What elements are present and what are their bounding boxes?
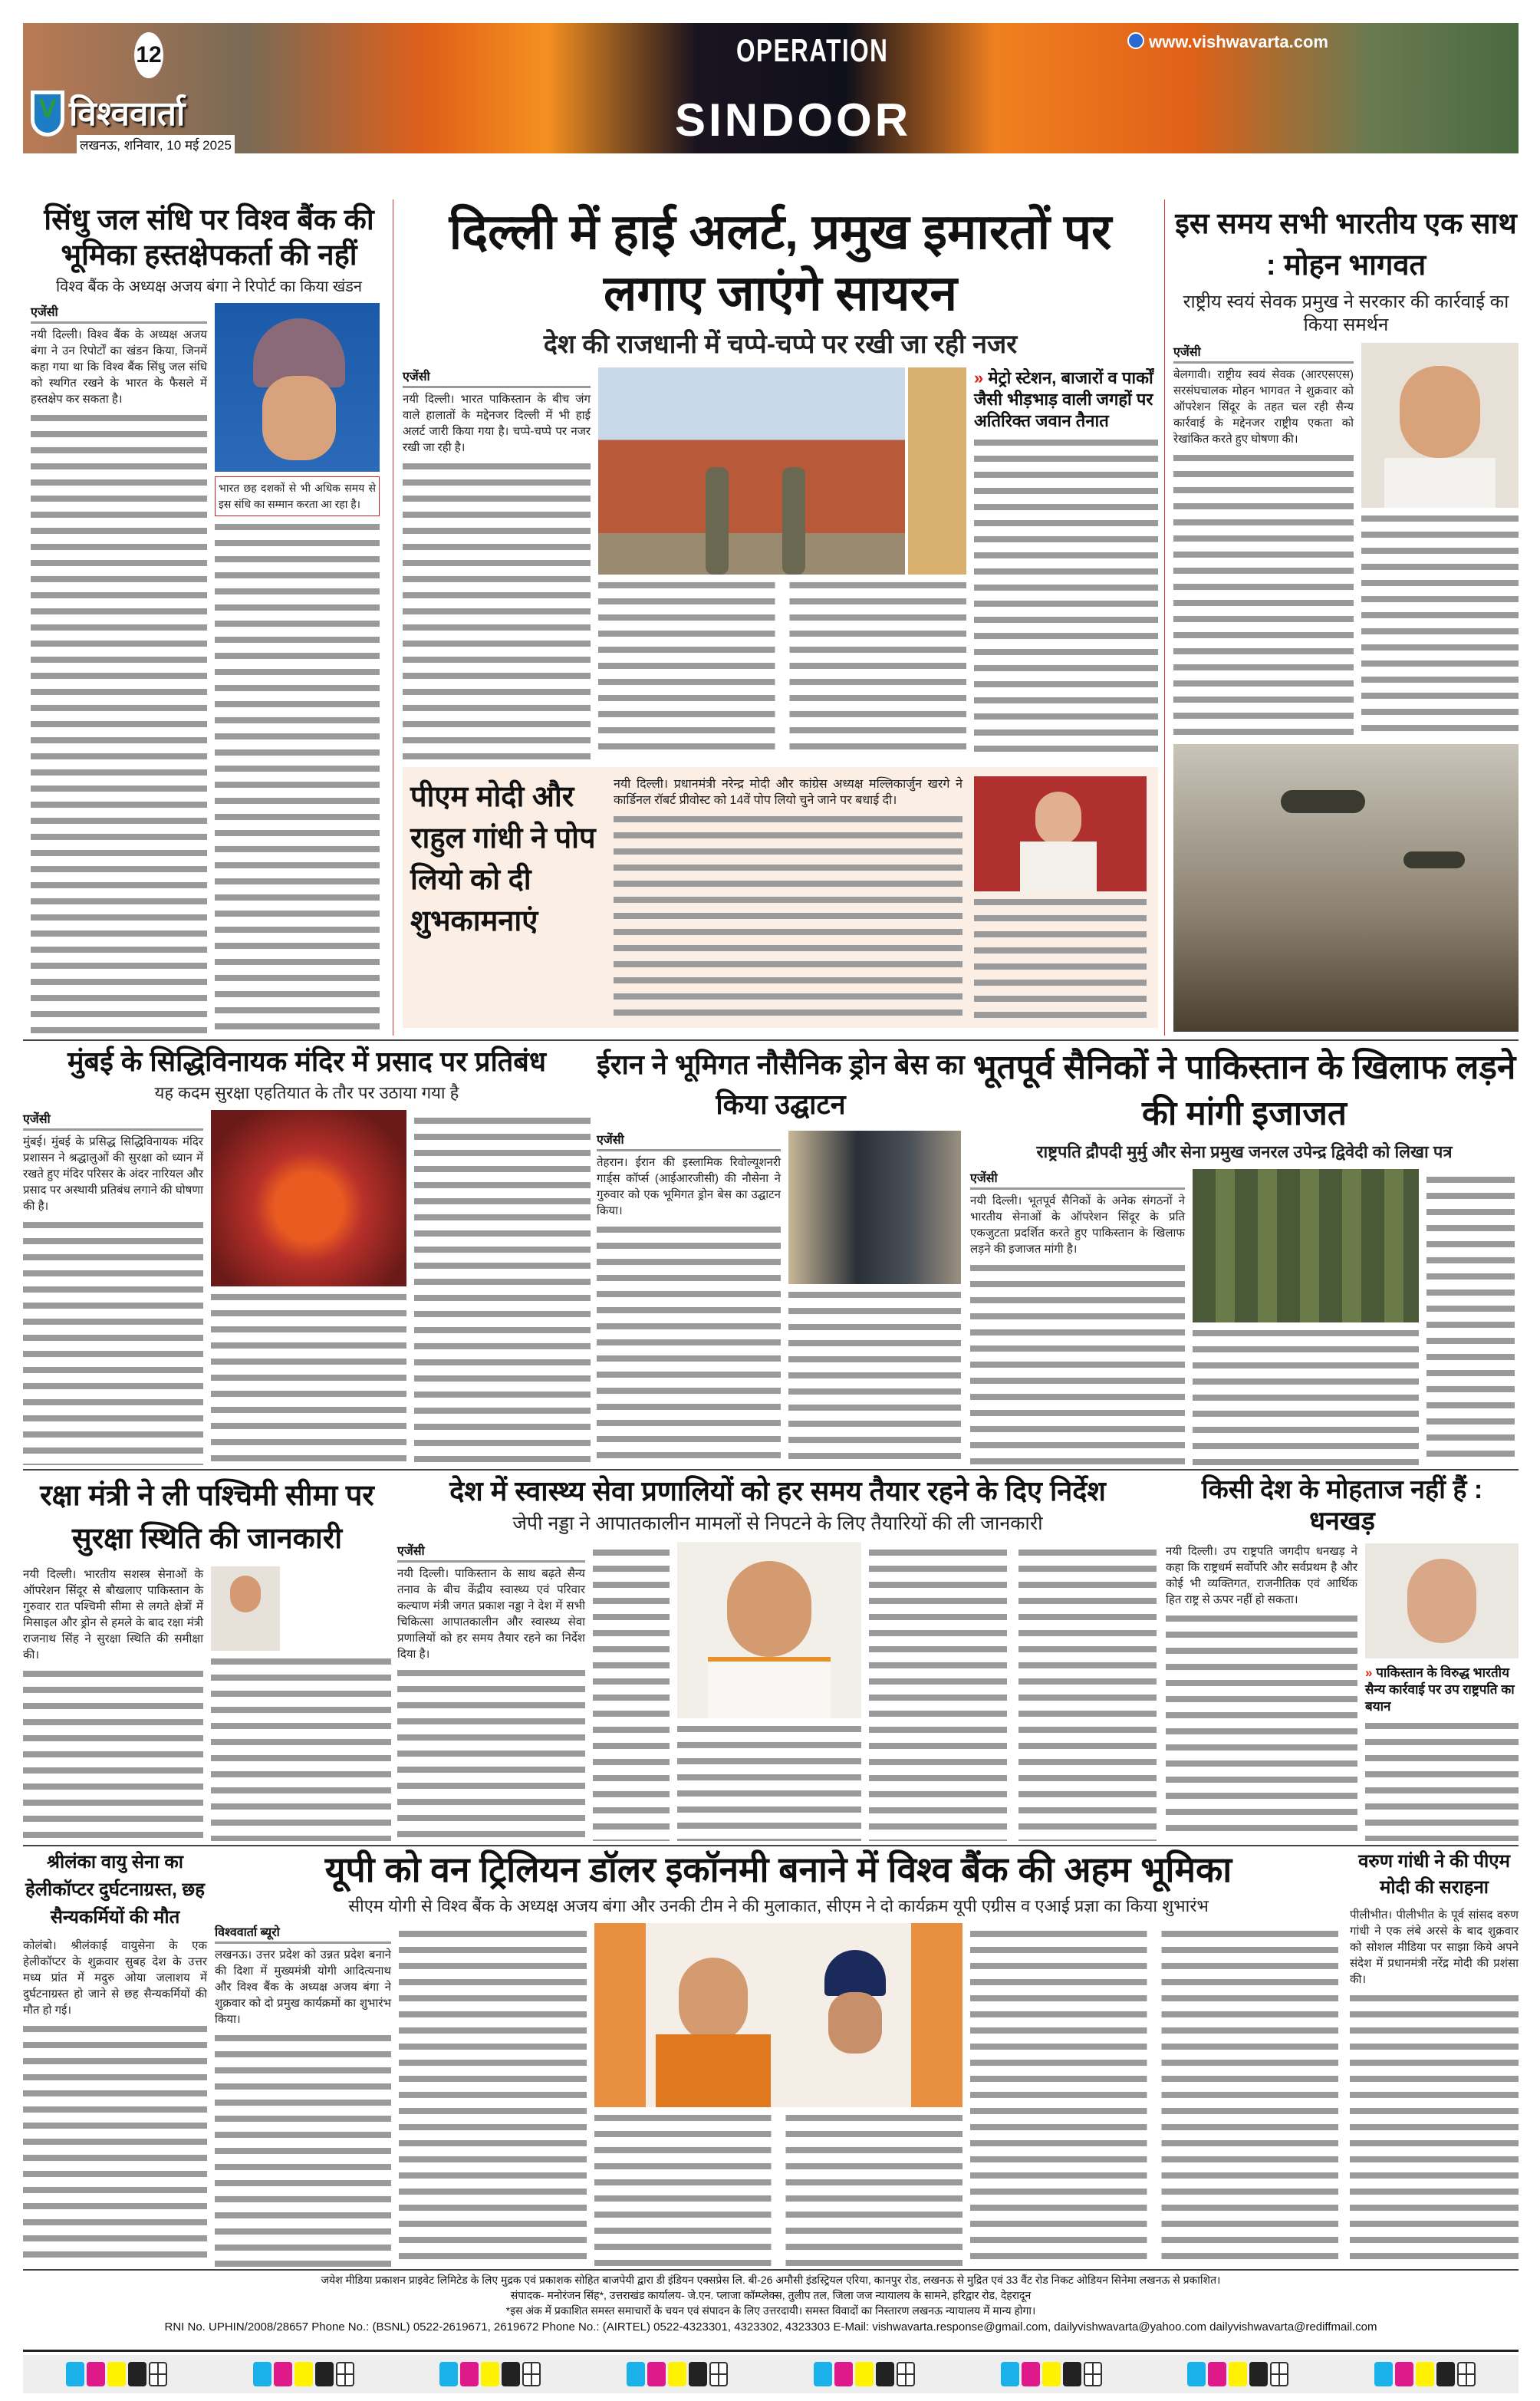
pope-leo-photo [974, 776, 1147, 891]
footer-divider [23, 2269, 1519, 2271]
subhead-up: सीएम योगी से विश्व बैंक के अध्यक्ष अजय बंगा और उनकी टीम ने की मुलाकात, सीएम ने दो कार्यक्रम यूपी एग्रीस व एआई प्रज्ञा का किया शुभारंभ [348, 1896, 1209, 1916]
story-body-continued [1350, 1991, 1519, 2267]
section-divider [23, 1845, 1519, 1846]
story-body: तेहरान। ईरान की इस्लामिक रिवोल्यूशनरी गार्ड्स कॉर्प्स (आईआरजीसी) की नौसेना ने गुरुवार को एक भूमिगत ड्रोन बेस का उद्घाटन किया। [597, 1156, 781, 1217]
imprint-editor: संपादक- मनोरंजन सिंह*, उत्तराखंड कार्यालय- जे.एन. प्लाजा कॉम्प्लेक्स, तुलीप तल, जिला जज न्यायालय के सामने, हरिद्वार रोड, देहरादून [510, 2289, 1032, 2301]
soldiers-photo [1193, 1169, 1419, 1322]
story-body-continued [215, 2030, 391, 2267]
banner-title-bottom: SINDOOR [675, 94, 912, 146]
headline-up: यूपी को वन ट्रिलियन डॉलर इकॉनमी बनाने में विश्व बैंक की अहम भूमिका [324, 1849, 1232, 1889]
story-body-continued [1173, 450, 1354, 736]
story-mumbai [23, 1045, 591, 1465]
story-body-continued [974, 894, 1147, 1019]
story-body: नयी दिल्ली। भारतीय सशस्त्र सेनाओं के ऑपरेशन सिंदूर से बौखलाए पाकिस्तान के गुरुवार रात पश्चिमी सीमा से लगते क्षेत्रों में मिसाइल और ड्रोन से हमले के बाद रक्षा मंत्री राजनाथ सिंह ने सुरक्षा स्थिति की समीक्षा की। [23, 1568, 203, 1662]
callout-box: भारत छह दशकों से भी अधिक समय से इस संधि का सम्मान करता आ रहा है। [215, 476, 380, 516]
headline-srilanka: श्रीलंका वायु सेना का हेलीकॉप्टर दुर्घटनाग्रस्त, छह सैन्यकर्मियों की मौत [25, 1852, 205, 1928]
story-body: लखनऊ। उत्तर प्रदेश को उन्नत प्रदेश बनाने की दिशा में मुख्यमंत्री योगी आदित्यनाथ और विश्व बैंक के अध्यक्ष अजय बंगा ने शुक्रवार को दो प्रमुख कार्यक्रमों का शुभारंभ किया। [215, 1948, 391, 2026]
masthead-banner [23, 23, 1519, 153]
story-varun [1350, 1849, 1519, 2267]
story-body-continued [211, 1654, 391, 1841]
story-body-continued [614, 812, 962, 1019]
story-body-continued [1426, 1172, 1515, 1466]
story-bhagwat [1173, 203, 1519, 736]
pull-quote: » मेट्रो स्टेशन, बाजारों व पार्कों जैसी भीड़भाड़ वाली जगहों पर अतिरिक्त जवान तैनात [974, 367, 1158, 432]
imprint [23, 2272, 1519, 2335]
agency-byline: एजेंसी [403, 367, 591, 388]
headline-bhagwat: इस समय सभी भारतीय एक साथ : मोहन भागवत [1175, 208, 1517, 282]
story-body: नयी दिल्ली। भारत पाकिस्तान के बीच जंग वाले हालातों के मद्देनजर दिल्ली में भी हाई अलर्ट जारी किया गया है। चप्पे-चप्पे पर नजर रखी जा रही है। [403, 392, 591, 454]
banner-title-top: OPERATION [736, 32, 889, 68]
color-registration-strip [439, 2362, 541, 2386]
globe-icon [1127, 32, 1144, 49]
story-body-continued [397, 1665, 585, 1841]
story-body-continued [1193, 1326, 1419, 1466]
imprint-publisher: जयेश मीडिया प्रकाशन प्राइवेट लिमिटेड के लिए मुद्रक एवं प्रकाशक सोहित बाजपेयी द्वारा डी इंडियन एक्सप्रेस लि. बी-26 अमौसी इंडस्ट्रियल एरिया, कानपुर रोड, लखनऊ से मुद्रित एवं 33 वैंट रोड निकट ओडियन सिनेमा लखनऊ से प्रकाशित। [321, 2274, 1221, 2286]
story-body: नयी दिल्ली। उप राष्ट्रपति जगदीप धनखड़ ने कहा कि राष्ट्रधर्म सर्वोपरि और सर्वप्रथम है और कोई भी व्यक्तिगत, राजनीतिक एवं आर्थिक हित राष्ट्र से ऊपर नहीं हो सकता। [1166, 1544, 1357, 1606]
color-registration-strip [1374, 2362, 1476, 2386]
color-registration-strip [253, 2362, 354, 2386]
story-body-continued [1365, 1718, 1519, 1841]
pull-quote: » पाकिस्तान के विरुद्ध भारतीय सैन्य कार्रवाई पर उप राष्ट्रपति का बयान [1365, 1665, 1519, 1715]
ajay-banga-photo [215, 303, 380, 472]
story-body-continued [23, 1666, 203, 1841]
headline-pope: पीएम मोदी और राहुल गांधी ने पोप लियो को दी शुभकामनाएं [410, 781, 596, 937]
story-body-continued [1361, 511, 1519, 736]
subhead-indus: विश्व बैंक के अध्यक्ष अजय बंगा ने रिपोर्ट का किया खंडन [55, 278, 363, 296]
subhead-bhagwat: राष्ट्रीय स्वयं सेवक प्रमुख ने सरकार की कार्रवाई का किया समर्थन [1183, 291, 1509, 335]
agency-byline: एजेंसी [397, 1542, 585, 1563]
story-srilanka [23, 1849, 207, 2267]
story-body-continued [594, 2110, 962, 2267]
story-body: पीलीभीत। पीलीभीत के पूर्व सांसद वरुण गांधी ने एक लंबे अरसे के बाद शुक्रवार को सोशल मीडिया पर साझा किये अपने संदेश में प्रधानमंत्री नरेंद्र मोदी की प्रशंसा की। [1350, 1909, 1519, 1986]
story-body-continued [414, 1113, 591, 1465]
story-body: बेलगावी। राष्ट्रीय स्वयं सेवक (आरएसएस) सरसंघचालक मोहन भागवत ने शुक्रवार को ऑपरेशन सिंदूर के तहत चल रही सैन्य कार्रवाई के मद्देनजर राष्ट्रीय एकता को रेखांकित करते हुए घोषणा की। [1173, 368, 1354, 446]
story-body-continued [23, 2021, 207, 2267]
color-registration-strip [627, 2362, 728, 2386]
red-fort-security-photo [598, 367, 966, 575]
story-body-continued [403, 459, 591, 760]
story-body-continued [677, 1721, 861, 1841]
headline-mumbai: मुंबई के सिद्धिविनायक मंदिर में प्रसाद पर प्रतिबंध [67, 1046, 547, 1077]
story-up [215, 1849, 1342, 2267]
story-body-continued [215, 519, 380, 1036]
story-body: नयी दिल्ली। पाकिस्तान के साथ बढ़ते सैन्य तनाव के बीच केंद्रीय स्वास्थ्य एवं परिवार कल्याण मंत्री जगत प्रकाश नड्डा ने देश में सभी चिकित्सा आपातकालीन और स्वास्थ्य सेवा प्रणालियों को हर समय तैयार रहने का निर्देश दिया है। [397, 1567, 585, 1662]
color-registration-strip [814, 2362, 915, 2386]
story-body: नयी दिल्ली। भूतपूर्व सैनिकों के अनेक संगठनों ने भारतीय सेनाओं के ऑपरेशन सिंदूर के प्रति एकजुटता प्रदर्शित करते हुए पाकिस्तान के खिलाफ लड़ने की इजाजत मांगी है। [970, 1194, 1185, 1256]
headline-iran: ईरान ने भूमिगत नौसैनिक ड्रोन बेस का किया उद्घाटन [597, 1049, 965, 1120]
headline-defence: रक्षा मंत्री ने ली पश्चिमी सीमा पर सुरक्षा स्थिति की जानकारी [40, 1480, 374, 1555]
story-health [397, 1474, 1158, 1841]
story-indus [31, 203, 387, 1036]
story-body: मुंबई। मुंबई के प्रसिद्ध सिद्धिविनायक मंदिर प्रशासन ने श्रद्धालुओं की सुरक्षा को ध्यान में रखते हुए मंदिर परिसर के अंदर नारियल और प्रसाद पर अस्थायी प्रतिबंध लगाने की घोषणा की है। [23, 1135, 203, 1213]
story-body-continued [597, 1222, 781, 1465]
story-body-continued [598, 578, 966, 760]
agency-byline: एजेंसी [31, 303, 207, 324]
subhead-veterans: राष्ट्रपति द्रौपदी मुर्मु और सेना प्रमुख जनरल उपेन्द्र द्विवेदी को लिखा पत्र [1036, 1142, 1453, 1161]
story-body-continued [399, 1926, 587, 2267]
footer-rule [23, 2350, 1519, 2352]
story-body-continued [869, 1545, 1157, 1841]
agency-byline: एजेंसी [1173, 343, 1354, 364]
story-dhankhar [1166, 1474, 1519, 1841]
story-body: नयी दिल्ली। प्रधानमंत्री नरेन्द्र मोदी और कांग्रेस अध्यक्ष मल्लिकार्जुन खरगे ने कार्डिनल रॉबर्ट प्रीवोस्ट को 14वें पोप लियो चुने जाने पर बधाई दी। [614, 778, 962, 807]
agency-byline: एजेंसी [597, 1131, 781, 1151]
headline-indus: सिंधु जल संधि पर विश्व बैंक की भूमिका हस्तक्षेपकर्ता की नहीं [44, 204, 374, 272]
subhead-delhi: देश की राजधानी में चप्पे-चप्पे पर रखी जा रही नजर [543, 330, 1018, 359]
headline-health: देश में स्वास्थ्य सेवा प्रणालियों को हर समय तैयार रहने के दिए निर्देश [449, 1475, 1106, 1507]
story-body-continued [970, 1260, 1185, 1466]
agency-byline: एजेंसी [23, 1110, 203, 1131]
story-body-continued [788, 1287, 961, 1465]
section-divider [23, 1469, 1519, 1471]
drone-base-photo [788, 1131, 961, 1284]
story-veterans [970, 1045, 1519, 1465]
agency-byline: विश्ववार्ता ब्यूरो [215, 1923, 391, 1944]
story-body-continued [23, 1217, 203, 1465]
registration-marks [23, 2355, 1519, 2393]
mohan-bhagwat-photo [1361, 343, 1519, 508]
website-link[interactable]: www.vishwavarta.com [1149, 32, 1328, 51]
story-defence [23, 1474, 391, 1841]
story-body-continued [970, 1926, 1338, 2267]
logo: विश्ववार्ता [69, 95, 186, 133]
color-registration-strip [1001, 2362, 1102, 2386]
story-body-continued [593, 1545, 670, 1841]
pope-story-box [403, 767, 1158, 1028]
headline-dhankhar: किसी देश के मोहताज नहीं हैं : धनखड़ [1201, 1475, 1483, 1536]
logo-icon: V [31, 91, 64, 137]
story-body: नयी दिल्ली। विश्व बैंक के अध्यक्ष अजय बंगा ने उन रिपोर्टों का खंडन किया, जिनमें कहा गया था कि विश्व बैंक सिंधु जल संधि को स्थगित रखने के भारत के फैसले में हस्तक्षेप कर सकता है। [31, 328, 207, 407]
headline-veterans: भूतपूर्व सैनिकों ने पाकिस्तान के खिलाफ लड़ने की मांगी इजाजत [972, 1049, 1516, 1132]
story-body-continued [974, 435, 1158, 760]
dateline: लखनऊ, शनिवार, 10 मई 2025 [77, 135, 235, 154]
yogi-banga-meeting-photo [594, 1923, 962, 2107]
story-iran [597, 1045, 965, 1465]
story-body-continued [1166, 1611, 1357, 1841]
imprint-contact: RNI No. UPHIN/2008/28657 Phone No.: (BSNL) 0522-2619671, 2619672 Phone No.: (AIRTEL) 0522-4323301, 4323302, 4323303 E-Mail: vishwavarta.response@gmail.com, dailyvishwavarta@yahoo.com dailyvishwavarta@rediffmail.com [164, 2320, 1377, 2333]
subhead-health: जेपी नड्डा ने आपातकालीन मामलों से निपटने के लिए तैयारियों की ली जानकारी [512, 1513, 1043, 1535]
story-body-continued [211, 1289, 406, 1465]
section-divider [23, 1039, 1519, 1041]
jagdeep-dhankhar-photo [1365, 1543, 1519, 1658]
agency-byline: एजेंसी [970, 1169, 1185, 1190]
color-registration-strip [66, 2362, 167, 2386]
column-rule [1164, 199, 1165, 1036]
color-registration-strip [1187, 2362, 1288, 2386]
headline-delhi: दिल्ली में हाई अलर्ट, प्रमुख इमारतों पर लगाए जाएंगे सायरन [449, 204, 1112, 321]
siddhivinayak-temple-photo [211, 1110, 406, 1286]
headline-varun: वरुण गांधी ने की पीएम मोदी की सराहना [1358, 1851, 1510, 1898]
page-number: 12 [134, 32, 163, 78]
story-body: कोलंबो। श्रीलंकाई वायुसेना के एक हेलीकॉप्टर के शुक्रवार सुबह देश के उत्तर मध्य प्रांत में मदुरु ओया जलाशय में दुर्घटनाग्रस्त हो जाने से छह सैन्यकर्मियों की मौत हो गई। [23, 1939, 207, 2017]
army-helicopter-photo [1173, 744, 1519, 1032]
imprint-disclaimer: *इस अंक में प्रकाशित समस्त समाचारों के चयन एवं संपादन के लिए उत्तरदायी। समस्त विवादों का निस्तारण लखनऊ न्यायालय में मान्य होगा। [505, 2304, 1036, 2317]
subhead-mumbai: यह कदम सुरक्षा एहतियात के तौर पर उठाया गया है [154, 1083, 459, 1103]
rajnath-singh-photo [211, 1566, 280, 1651]
story-delhi [403, 201, 1158, 759]
story-body-continued [31, 410, 207, 1036]
jp-nadda-photo [677, 1542, 861, 1718]
